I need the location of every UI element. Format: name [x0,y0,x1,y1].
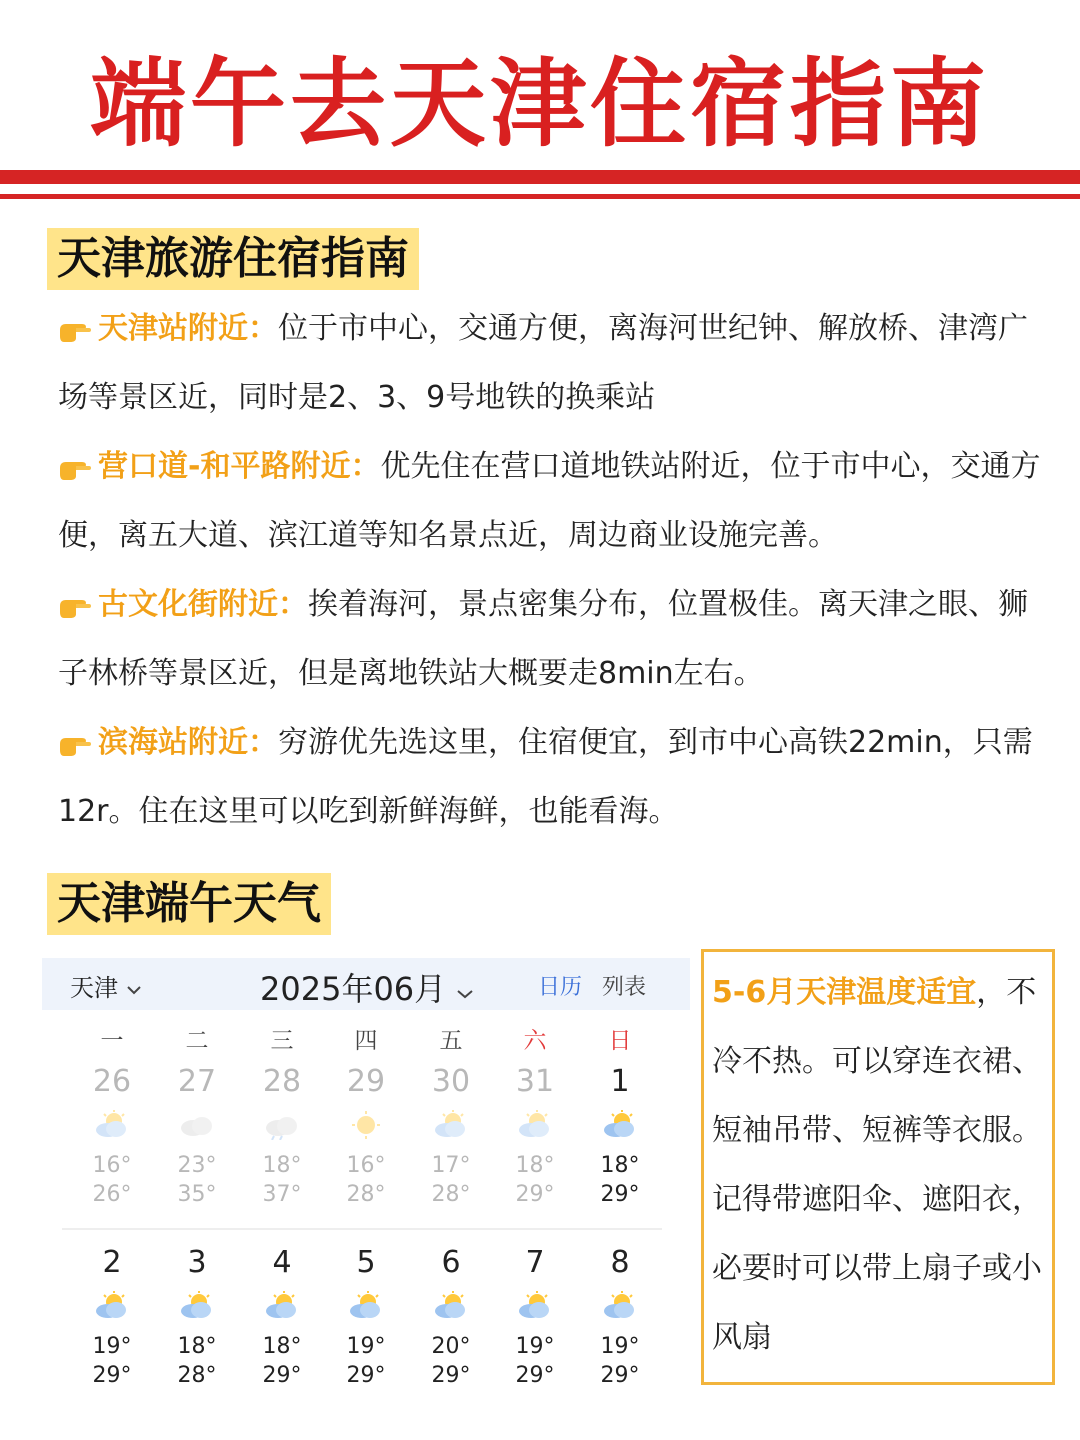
month-label: 2025年06月 [260,970,447,1008]
calendar-day[interactable]: 6 [441,1245,461,1280]
lodging-item-label: 营口道-和平路附近： [98,449,381,484]
partly-sunny-icon [598,1110,642,1140]
calendar-day[interactable]: 8 [610,1245,630,1280]
temperature-range [421,1151,481,1209]
weekday-label: 三 [270,1028,294,1054]
temperature-range [167,1151,227,1209]
weather-header [42,958,690,1010]
temp-high: 29° [515,1363,555,1388]
temperature-range [167,1332,227,1390]
cloudy-icon [175,1110,219,1140]
temperature-range [82,1151,142,1209]
section-heading-lodging: 天津旅游住宿指南 [47,228,419,290]
rain-icon [260,1110,304,1140]
temp-high: 28° [177,1363,217,1388]
partly-sunny-icon [429,1291,473,1321]
title-rule-thick [0,170,1080,184]
temperature-range [336,1151,396,1209]
sunny-icon [344,1110,388,1140]
temp-high: 29° [262,1363,302,1388]
lodging-item [58,708,1048,846]
city-name: 天津 [70,974,118,1002]
temperature-range [590,1332,650,1390]
weather-calendar [42,958,690,1388]
calendar-day[interactable]: 4 [272,1245,292,1280]
calendar-day[interactable]: 30 [431,1064,471,1099]
lodging-item-label: 天津站附近： [98,311,278,346]
chevron-down-icon [456,988,474,1000]
weekday-label: 二 [185,1028,209,1054]
partly-sunny-icon [260,1291,304,1321]
pointing-hand-icon [58,432,98,501]
lodging-item-text: 穷游优先选这里，住宿便宜，到市中心高铁22min，只需12r。住在这里可以吃到新鲜海鲜，也能看海。 [58,725,1033,829]
partly-sunny-icon [344,1291,388,1321]
partly-sunny-icon [175,1291,219,1321]
calendar-day[interactable]: 3 [187,1245,207,1280]
temp-low: 18° [600,1153,640,1178]
calendar-day[interactable]: 26 [92,1064,132,1099]
weekday-label: 一 [100,1028,124,1054]
lodging-item-text: 优先住在营口道地铁站附近，位于市中心，交通方便，离五大道、滨江道等知名景点近，周边商业设施完善。 [58,449,1041,553]
lodging-item [58,294,1048,432]
temp-low: 18° [262,1334,302,1359]
temp-high: 29° [346,1363,386,1388]
temp-low: 18° [515,1153,555,1178]
chevron-down-icon [126,984,142,996]
temp-high: 26° [92,1182,132,1207]
pointing-hand-icon [58,294,98,363]
pointing-hand-icon [58,708,98,777]
month-selector[interactable] [260,964,474,1010]
calendar-day[interactable]: 28 [262,1064,302,1099]
lodging-item [58,570,1048,708]
temp-high: 29° [92,1363,132,1388]
temp-high: 28° [431,1182,471,1207]
temp-low: 19° [346,1334,386,1359]
temp-high: 29° [600,1182,640,1207]
temperature-range [336,1332,396,1390]
week-divider [62,1228,662,1230]
weekday-label: 五 [439,1028,463,1054]
temp-high: 37° [262,1182,302,1207]
partly-sunny-icon [90,1110,134,1140]
calendar-day[interactable]: 27 [177,1064,217,1099]
temp-low: 17° [431,1153,471,1178]
temp-low: 19° [92,1334,132,1359]
temp-high: 35° [177,1182,217,1207]
calendar-day[interactable]: 31 [515,1064,555,1099]
section-heading-weather: 天津端午天气 [47,873,331,935]
temp-low: 16° [346,1153,386,1178]
note-text: ，不冷不热。可以穿连衣裙、短袖吊带、短裤等衣服。记得带遮阳伞、遮阳衣，必要时可以带上扇子或小风扇 [712,975,1042,1355]
tab-calendar[interactable]: 日历 [538,975,583,1000]
temp-low: 18° [177,1334,217,1359]
lodging-item [58,432,1048,570]
partly-sunny-icon [90,1291,134,1321]
temp-high: 29° [515,1182,555,1207]
calendar-day[interactable]: 2 [102,1245,122,1280]
temperature-range [505,1332,565,1390]
temperature-range [252,1151,312,1209]
temperature-range [252,1332,312,1390]
temperature-range [505,1151,565,1209]
lodging-item-label: 滨海站附近： [98,725,278,760]
partly-sunny-icon [513,1291,557,1321]
partly-sunny-icon [598,1291,642,1321]
partly-sunny-icon [513,1110,557,1140]
title-rule-thin [0,194,1080,199]
temp-high: 29° [431,1363,471,1388]
city-selector[interactable] [70,968,142,1003]
temp-low: 20° [431,1334,471,1359]
temp-low: 18° [262,1153,302,1178]
tab-list[interactable]: 列表 [602,975,647,1000]
calendar-day[interactable]: 7 [525,1245,545,1280]
page-title: 端午去天津住宿指南 [90,48,990,160]
temperature-range [590,1151,650,1209]
lodging-item-text: 位于市中心，交通方便，离海河世纪钟、解放桥、津湾广场等景区近，同时是2、3、9号地铁的换乘站 [58,311,1028,415]
partly-sunny-icon [429,1110,473,1140]
lodging-item-text: 挨着海河，景点密集分布，位置极佳。离天津之眼、狮子林桥等景区近，但是离地铁站大概要走8min左右。 [58,587,1028,691]
temp-low: 19° [515,1334,555,1359]
temp-high: 28° [346,1182,386,1207]
pointing-hand-icon [58,570,98,639]
temp-low: 19° [600,1334,640,1359]
calendar-day[interactable]: 5 [356,1245,376,1280]
temp-high: 29° [600,1363,640,1388]
lodging-item-label: 古文化街附近： [98,587,308,622]
temperature-range [82,1332,142,1390]
weather-note-box [701,949,1055,1385]
temperature-range [421,1332,481,1390]
weekday-label: 六 [523,1028,547,1054]
temp-low: 23° [177,1153,217,1178]
weekday-label: 日 [608,1028,632,1054]
calendar-day[interactable]: 1 [610,1064,630,1099]
calendar-day[interactable]: 29 [346,1064,386,1099]
note-highlight: 5-6月天津温度适宜 [712,975,977,1010]
weekday-label: 四 [354,1028,378,1054]
temp-low: 16° [92,1153,132,1178]
